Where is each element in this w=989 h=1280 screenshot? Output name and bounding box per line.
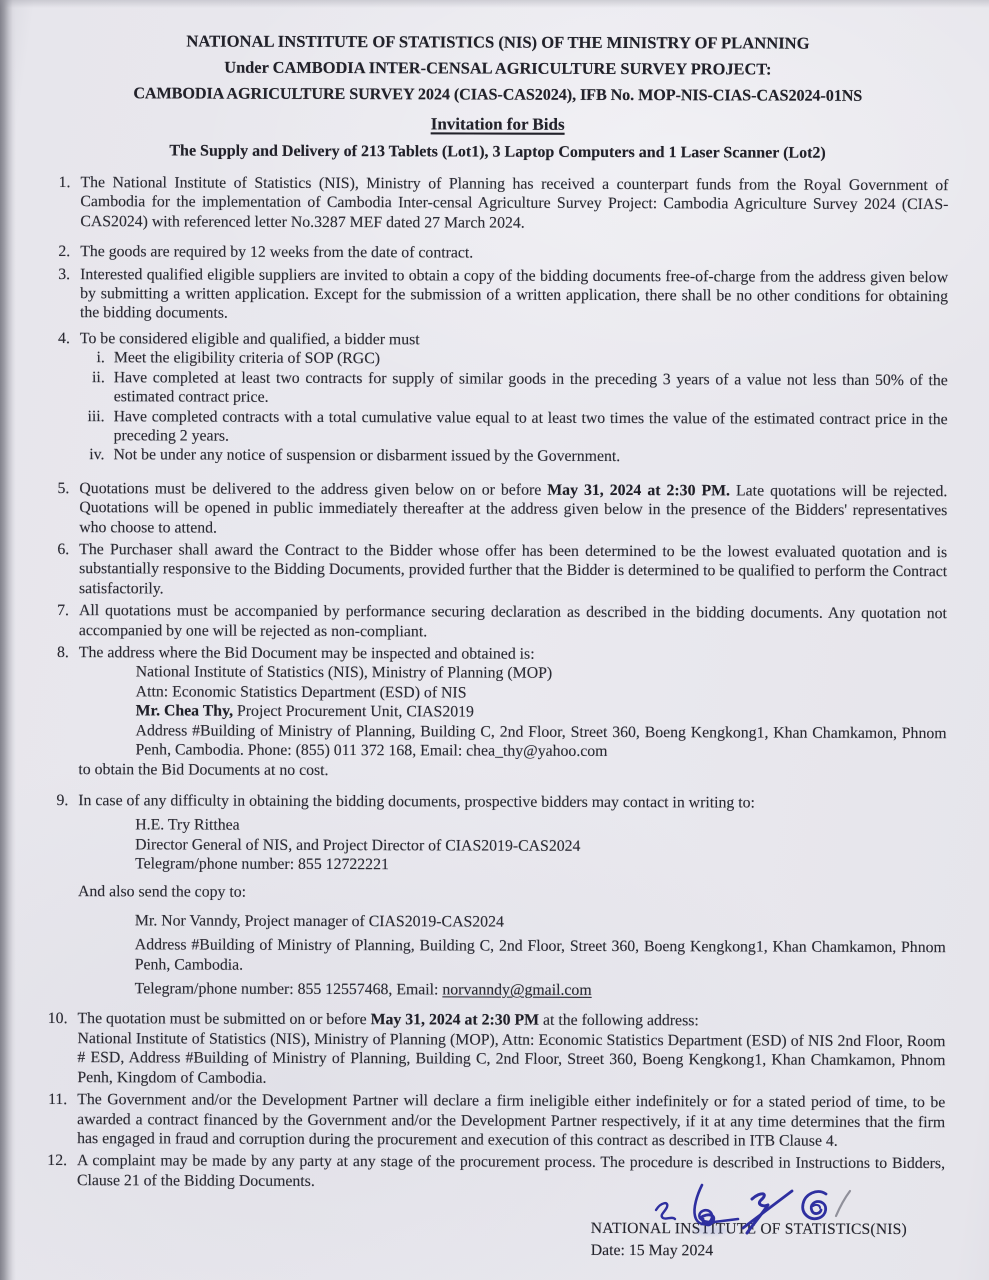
contact-line — [78, 979, 946, 1001]
address-line: Address #Building of Ministry of Planning, Building C, 2nd Floor, Street 360, Boeng Kengkong1, Khan Chamkamon, Phnom Penh, Cambodia. Phone: (855) 011 372 168, Email: chea_thy@yahoo.com — [135, 721, 947, 760]
sub-item-number: iv. — [89, 446, 105, 464]
telegram-phone-text: Telegram/phone number: 855 12557468, Email: — [134, 980, 443, 999]
item-number: 7. — [57, 602, 70, 620]
contact-line: Telegram/phone number: 855 12722221 — [135, 855, 389, 874]
sub-item-text: Have completed at least two contracts for supply of similar goods in the preceding 3 years of a value not less than 50% of the estimated contract price. — [113, 368, 948, 406]
deadline-bold: May 31, 2024 at 2:30 PM. — [547, 481, 731, 500]
contact-line: Director General of NIS, and Project Director of CIAS2019-CAS2024 — [135, 835, 581, 855]
item-number: 1. — [58, 174, 71, 192]
item-text: A complaint may be made by any party at any stage of the procurement process. The procedure is described in Instructions to Bidders, Clause 21 of the Bidding Documents. — [76, 1152, 946, 1190]
item-number: 12. — [47, 1152, 68, 1170]
address-line-rest: Project Procurement Unit, CIAS2019 — [233, 702, 474, 721]
document-title: Invitation for Bids — [430, 114, 565, 135]
item-text — [79, 479, 947, 540]
item-number: 8. — [56, 644, 69, 662]
org-header-line1: NATIONAL INSTITUTE OF STATISTICS (NIS) OF THE MINISTRY OF PLANNING — [186, 31, 810, 53]
item-4-intro: To be considered eligible and qualified, a bidder must — [79, 329, 420, 349]
sub-item-text: Not be under any notice of suspension or disbarment issued by the Government. — [113, 446, 621, 466]
sub-item-iv — [79, 445, 947, 467]
sub-item-text: Meet the eligibility criteria of SOP (RGC) — [113, 349, 381, 368]
footer-organization: NATIONAL INSTITUTE OF STATISTICS(NIS) — [590, 1220, 907, 1239]
item-text — [79, 329, 947, 468]
item-number: 9. — [56, 791, 69, 809]
item-text: All quotations must be accompanied by performance securing declaration as described in the bidding documents. Any quotation not accompanied by one will be rejected as non-compliant. — [78, 602, 948, 640]
item-number: 11. — [48, 1091, 68, 1109]
list-item-10 — [43, 1009, 945, 1090]
address-line: National Institute of Statistics (NIS), Ministry of Planning (MOP) — [135, 663, 553, 683]
item-text: The goods are required by 12 weeks from the date of contract. — [80, 243, 474, 262]
item-text — [77, 1010, 945, 1091]
contact-address-line: Address #Building of Ministry of Planning, Building C, 2nd Floor, Street 360, Boeng Kengkong1, Khan Chamkamon, Phnom Penh, Cambodia. — [134, 936, 946, 974]
scan-edge-left — [0, 0, 16, 1280]
item-number: 4. — [58, 329, 70, 347]
list-item-2 — [46, 242, 948, 265]
list-item-4 — [45, 329, 947, 468]
sub-item-number: iii. — [87, 407, 105, 425]
submission-address: National Institute of Statistics (NIS), Ministry of Planning (MOP), Attn: Economic Statistics Department (ESD) of NIS 2nd Floor, Room # ESD, Address #Building of Ministry of Planning, Building C, 2nd Floor, Street 360, Boeng Kengkong1, Khan Chamkamon, Phnom Penh, Kingdom of Cambodia. — [77, 1029, 946, 1087]
sub-item-text: Have completed contracts with a total cumulative value equal to at least two times the value of the estimated contract price in the preceding 2 years. — [113, 407, 948, 445]
scan-edge-top — [0, 0, 989, 8]
item-text: The Government and/or the Development Partner will declare a firm ineligible either indefinitely or for a stated period of time, to be awarded a contract financed by the Government and/or the Development Partner respectively, if it at any time determines that the firm has engaged in fraud and corruption during the procurement and execution of this contract as described in ITB Clause 4. — [77, 1091, 946, 1150]
item-8-outro: to obtain the Bid Documents at no cost. — [78, 761, 329, 780]
item-text — [78, 791, 947, 1002]
item-text: The Purchaser shall award the Contract to the Bidder whose offer has been determined to be the lowest evaluated quotation and is substantially responsive to the Bidding Documents, provided further that the Bidder is determined to be qualified to perform the Contract satisfactorily. — [79, 541, 948, 598]
item-9-intro: In case of any difficulty in obtaining the bidding documents, prospective bidders may contact in writing to: — [78, 791, 755, 812]
contact-line: Mr. Nor Vanndy, Project manager of CIAS2019-CAS2024 — [134, 912, 504, 931]
sub-item-number: ii. — [92, 368, 105, 386]
list-item-8 — [44, 643, 946, 783]
list-item-7 — [45, 601, 947, 643]
item-number: 5. — [57, 479, 70, 497]
org-header-line3: CAMBODIA AGRICULTURE SURVEY 2024 (CIAS-CAS2024), IFB No. MOP-NIS-CIAS-CAS2024-01NS — [133, 84, 863, 105]
item-text-run: at the following address: — [539, 1012, 699, 1030]
item-text-run: Quotations must be delivered to the address given below on or before — [79, 479, 548, 499]
handwritten-signature — [640, 1182, 855, 1254]
deadline-bold: May 31, 2024 at 2:30 PM — [370, 1011, 540, 1030]
list-item-3 — [46, 265, 948, 326]
item-text: Interested qualified eligible suppliers are invited to obtain a copy of the bidding documents free-of-charge from the address given below by submitting a written application. Except for the submission of a written application, there shall be no other conditions for obtaining the bidding documents. — [79, 265, 949, 323]
list-item-9 — [44, 791, 947, 1002]
gray-check-mark — [836, 1191, 850, 1216]
email-underlined: norvanndy@gmail.com — [442, 981, 592, 999]
contact-name-bold: Mr. Chea Thy, — [135, 702, 234, 720]
list-item-5 — [45, 479, 947, 540]
list-item-11 — [43, 1090, 945, 1151]
item-text-run: The quotation must be submitted on or before — [77, 1010, 371, 1029]
sub-item-ii — [80, 368, 948, 410]
address-line — [79, 701, 947, 723]
item-8-intro: The address where the Bid Document may be inspected and obtained is: — [78, 644, 535, 663]
document-subtitle: The Supply and Delivery of 213 Tablets (Lot1), 3 Laptop Computers and 1 Laser Scanner (Lot2) — [169, 142, 826, 162]
item-number: 10. — [47, 1010, 68, 1028]
document-content — [43, 31, 949, 1261]
list-item-1 — [46, 173, 948, 234]
item-text — [78, 643, 946, 783]
sub-item-number: i. — [96, 349, 105, 367]
item-number: 6. — [57, 540, 70, 559]
list-item-6 — [45, 540, 947, 601]
sub-item-iii — [80, 407, 948, 449]
also-send-copy-line: And also send the copy to: — [77, 883, 247, 902]
address-line: Attn: Economic Statistics Department (ESD) of NIS — [135, 683, 467, 702]
org-header-line2: Under CAMBODIA INTER-CENSAL AGRICULTURE SURVEY PROJECT: — [224, 58, 772, 79]
item-text: The National Institute of Statistics (NIS), Ministry of Planning has received a counterpart funds from the Royal Government of Cambodia for the implementation of Cambodia Inter-censal Agriculture Survey Project: Cambodia Agriculture Survey 2024 (CIAS-CAS2024) with referenced letter No.3287 MEF dated 27 March 2024. — [80, 174, 949, 232]
item-number: 3. — [58, 265, 71, 283]
contact-line: H.E. Try Ritthea — [135, 816, 240, 834]
footer-date: Date: 15 May 2024 — [590, 1241, 714, 1259]
item-text-run: Late quotations will be rejected. Quotations will be opened in public immediately thereafter at the address given below in the presence of the Bidders' representatives who choose to attend. — [79, 482, 948, 537]
item-number: 2. — [58, 243, 71, 261]
